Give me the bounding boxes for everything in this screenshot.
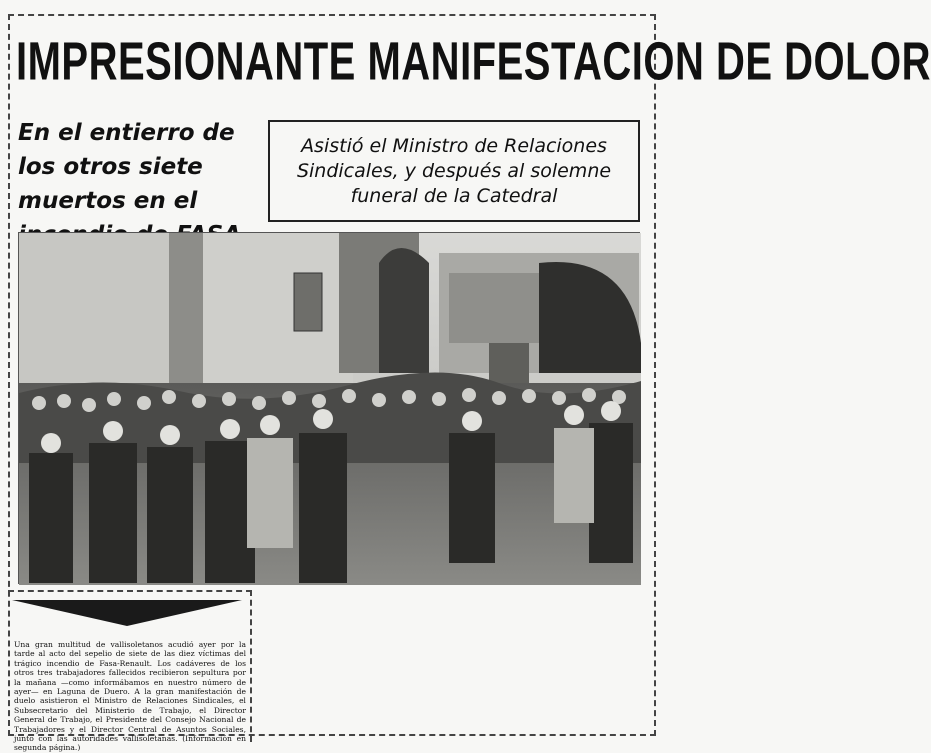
subhead-right-text: Asistió el Ministro de Relaciones Sindicales, y después al solemne funeral de la Catedral <box>296 134 612 207</box>
caption-text: Una gran multitud de vallisoletanos acudió ayer por la tarde al acto del sepelio de siete de las diez víctimas del trágico incendio de Fasa-Renault. Los cadáveres de los otros tres trabajadores fallecidos recibieron sepultura por la mañana —como informábamos en nuestro número de ayer— en Laguna de Duero. A la gran manifestación de duelo asistieron el Ministro de Relaciones Sindicales, el Subsecretario del Ministerio de Trabajo, el Director General de Trabajo, el Presidente del Consejo Nacional de Trabajadores y el Director Central de Asuntos Sociales, junto con las autoridades vallisoletanas. (Información en segunda página.) <box>14 640 246 753</box>
headline: IMPRESIONANTE MANIFESTACION DE DOLOR <box>16 32 931 92</box>
newspaper-clipping <box>8 14 931 753</box>
crowd-photo <box>18 232 640 584</box>
caption-arrow-icon <box>12 600 242 626</box>
subhead-box <box>268 120 640 222</box>
photo-svg <box>19 233 641 585</box>
subhead-left: En el entierro de los otros siete muertos en el <box>18 120 235 214</box>
